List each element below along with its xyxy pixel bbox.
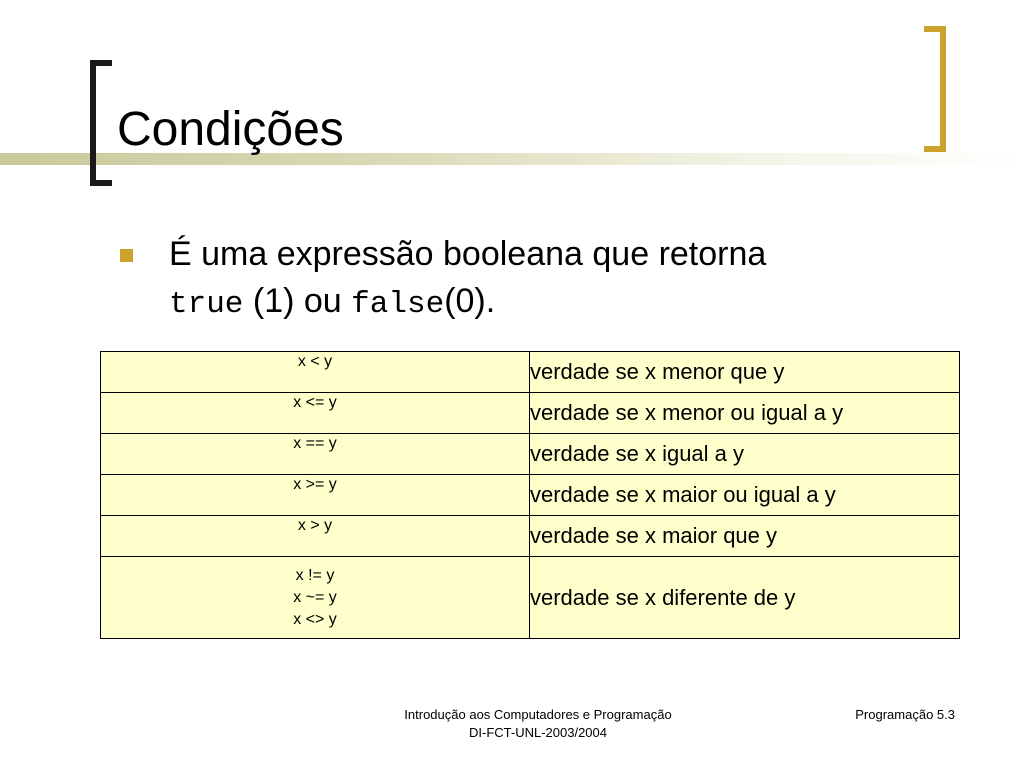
meaning-cell: verdade se x menor ou igual a y <box>530 393 960 434</box>
conditions-table <box>100 351 960 639</box>
operator-text: x > y <box>297 517 333 534</box>
operator-text: x == y <box>293 435 337 452</box>
false-literal: false <box>351 287 445 322</box>
false-value: (0). <box>444 282 496 320</box>
bullet-text <box>169 231 929 328</box>
connector-word: ou <box>303 282 342 320</box>
bullet-square-icon <box>120 249 133 262</box>
slide-title: Condições <box>117 103 344 156</box>
table-row <box>101 516 960 557</box>
operator-text: x >= y <box>293 476 337 493</box>
operator-text: x <> y <box>293 611 337 628</box>
meaning-cell: verdade se x menor que y <box>530 352 960 393</box>
operator-cell <box>101 434 530 475</box>
operator-cell <box>101 352 530 393</box>
table-row <box>101 393 960 434</box>
true-literal: true <box>169 287 244 322</box>
operator-text: x <= y <box>293 394 337 411</box>
table-row <box>101 475 960 516</box>
meaning-cell: verdade se x maior que y <box>530 516 960 557</box>
operator-cell <box>101 475 530 516</box>
operator-text: x != y <box>295 567 335 584</box>
operator-cell <box>101 516 530 557</box>
meaning-cell: verdade se x igual a y <box>530 434 960 475</box>
left-bracket-decoration <box>90 60 112 186</box>
operator-text: x ~= y <box>293 589 337 606</box>
footer-course-info <box>358 706 718 742</box>
footer-page-number: Programação 5.3 <box>855 707 955 722</box>
meaning-cell: verdade se x diferente de y <box>530 557 960 639</box>
table-row <box>101 557 960 639</box>
operator-cell <box>101 557 530 639</box>
operator-cell <box>101 393 530 434</box>
bullet-text-intro: É uma expressão booleana que retorna <box>169 235 767 273</box>
table-row <box>101 434 960 475</box>
true-value: (1) <box>252 282 295 320</box>
table-row <box>101 352 960 393</box>
footer-institution: DI-FCT-UNL-2003/2004 <box>469 725 607 740</box>
footer-course: Introdução aos Computadores e Programação <box>404 707 672 722</box>
operator-text: x < y <box>297 353 333 370</box>
right-bracket-decoration <box>924 26 946 152</box>
meaning-cell: verdade se x maior ou igual a y <box>530 475 960 516</box>
